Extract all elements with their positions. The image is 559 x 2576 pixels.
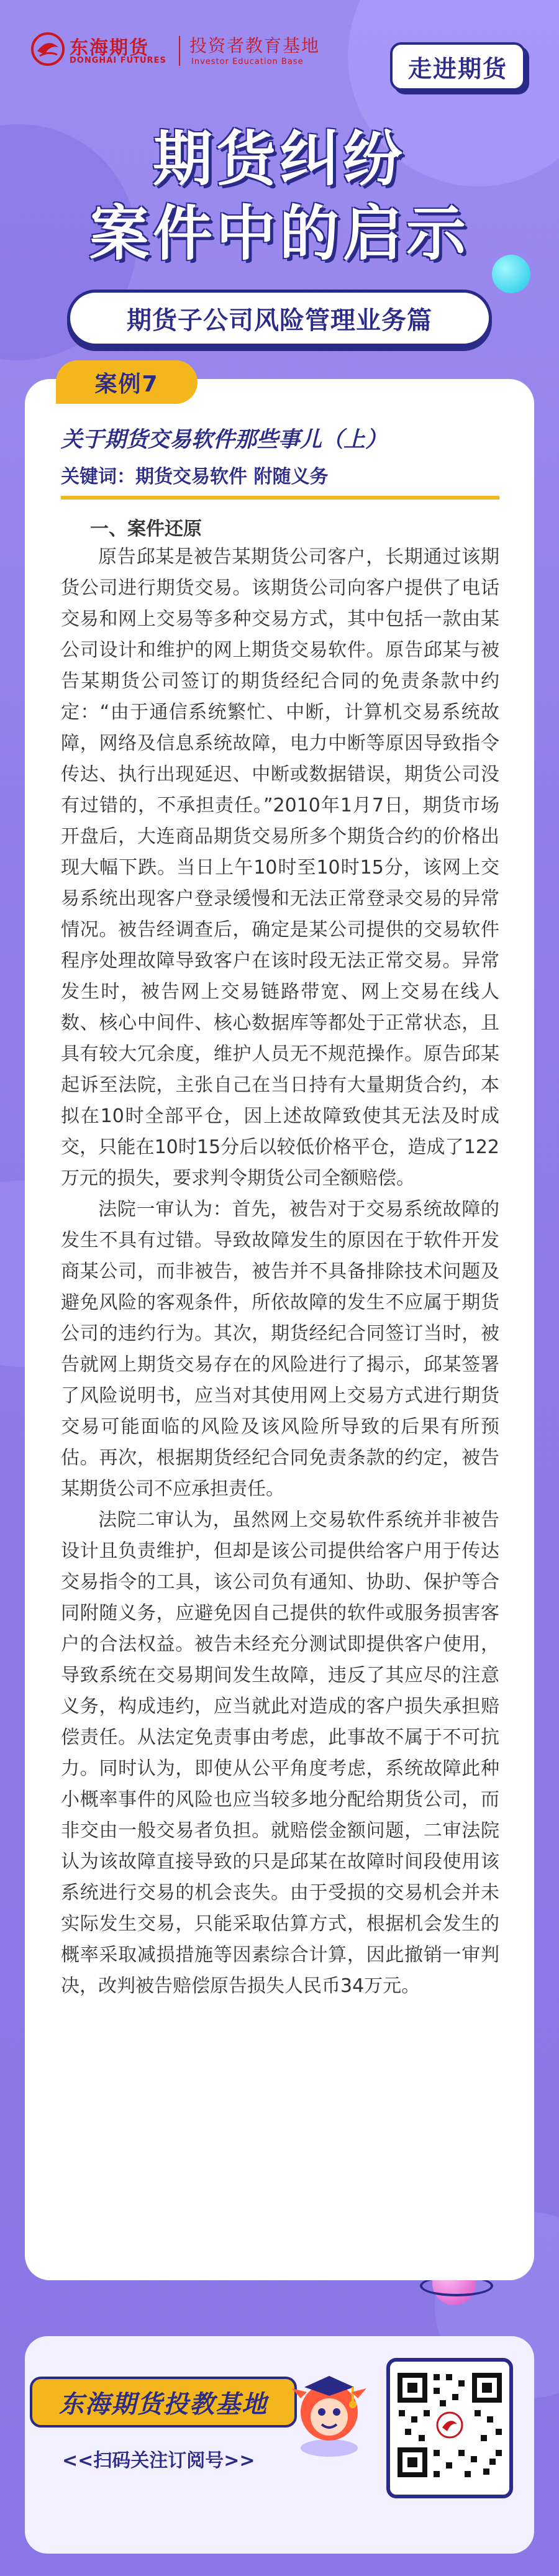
logo-divider [179, 36, 180, 66]
footer-scan-hint: <<扫码关注订阅号>> [62, 2450, 255, 2472]
case-tab: 案例7 [56, 360, 198, 404]
case-title: 关于期货交易软件那些事儿（上） [61, 427, 388, 452]
hero-subtitle: 期货子公司风险管理业务篇 [67, 290, 492, 347]
edu-base-title-cn: 投资者教育基地 [189, 35, 320, 56]
mascot-icon [286, 2355, 373, 2460]
case-card [25, 371, 534, 2280]
logo-text-cn: 东海期货 [70, 37, 149, 59]
edu-base-title-en: Investor Education Base [191, 57, 304, 66]
donghai-logo-icon [31, 32, 65, 66]
header [0, 0, 559, 93]
footer-brand-name: 东海期货投教基地 [30, 2377, 297, 2428]
hero-title-line1: 期货纠纷 [153, 124, 406, 194]
paragraph-first-instance: 法院一审认为：首先，被告对于交易系统故障的发生不具有过错。导致故障发生的原因在于软件开发商某公司，而非被告，被告并不具备排除技术问题及避免风险的客观条件，所依故障的发生不应属于期货公司的违约行为。其次，期货经纪合同签订当时，被告就网上期货交易存在的风险进行了揭示，邱某签署了风险说明书，应当对其使用网上交易方式进行期货交易可能面临的风险及该风险所导致的后果有所预估。再次，根据期货经纪合同免责条款的约定，被告某期货公司不应承担责任。 [61, 1199, 499, 1500]
qr-code-icon [394, 2369, 506, 2481]
title-divider [61, 496, 499, 500]
logo-text-en: DONGHAI FUTURES [70, 56, 166, 65]
paragraph-facts: 原告邱某是被告某期货公司客户，长期通过该期货公司进行期货交易。该期货公司向客户提供了电话交易和网上交易等多种交易方式，其中包括一款由某公司设计和维护的网上期货交易软件。原告邱某与被告某期货公司签订的期货经纪合同的免责条款中约定：“由于通信系统繁忙、中断，计算机交易系统故障，网络及信息系统故障，电力中断等原因导致指令传达、执行出现延迟、中断或数据错误，期货公司没有过错的，不承担责任。”2010年1月7日，期货市场开盘后，大连商品期货交易所多个期货合约的价格出现大幅下跌。当日上午10时至10时15分，该网上交易系统出现客户登录缓慢和无法正常登录交易的异常情况。被告经调查后，确定是某公司提供的交易软件程序处理故障导致客户在该时段无法正常交易。异常发生时，被告网上交易链路带宽、网上交易在线人数、核心中间件、核心数据库等都处于正常状态，且具有较大冗余度，维护人员无不规范操作。原告邱某起诉至法院，主张自己在当日持有大量期货合约，本拟在10时全部平仓，因上述故障致使其无法及时成交，只能在10时15分后以较低价格平仓，造成了122万元的损失，要求判令期货公司全额赔偿。 [61, 546, 499, 1189]
brand-logo [31, 30, 193, 67]
case-keywords: 关键词：期货交易软件 附随义务 [61, 466, 329, 488]
paragraph-second-instance: 法院二审认为，虽然网上交易软件系统并非被告设计且负责维护，但却是该公司提供给客户用于传达交易指令的工具，该公司负有通知、协助、保护等合同附随义务，应避免因自己提供的软件或服务损害客户的合法权益。被告未经充分测试即提供客户使用，导致系统在交易期间发生故障，违反了其应尽的注意义务，构成违约，应当就此对造成的客户损失承担赔偿责任。从法定免责事由考虑，此事故不属于不可抗力。同时认为，即使从公平角度考虑，系统故障此种小概率事件的风险也应当较多地分配给期货公司，而非交由一般交易者负担。就赔偿金额问题，二审法院认为该故障直接导致的只是邱某在故障时间段使用该系统进行交易的机会丧失。由于受损的交易机会并未实际发生交易，只能采取估算方式，根据机会发生的概率采取减损措施等因素综合计算，因此撤销一审判决，改判被告赔偿原告损失人民币34万元。 [61, 1509, 499, 1997]
case-body [61, 542, 499, 2002]
hero-title-line2: 案件中的启示 [89, 199, 470, 268]
section-heading: 一、案件还原 [90, 518, 202, 540]
qr-code[interactable] [386, 2358, 513, 2498]
walk-into-futures-button[interactable]: 走进期货 [390, 42, 525, 91]
